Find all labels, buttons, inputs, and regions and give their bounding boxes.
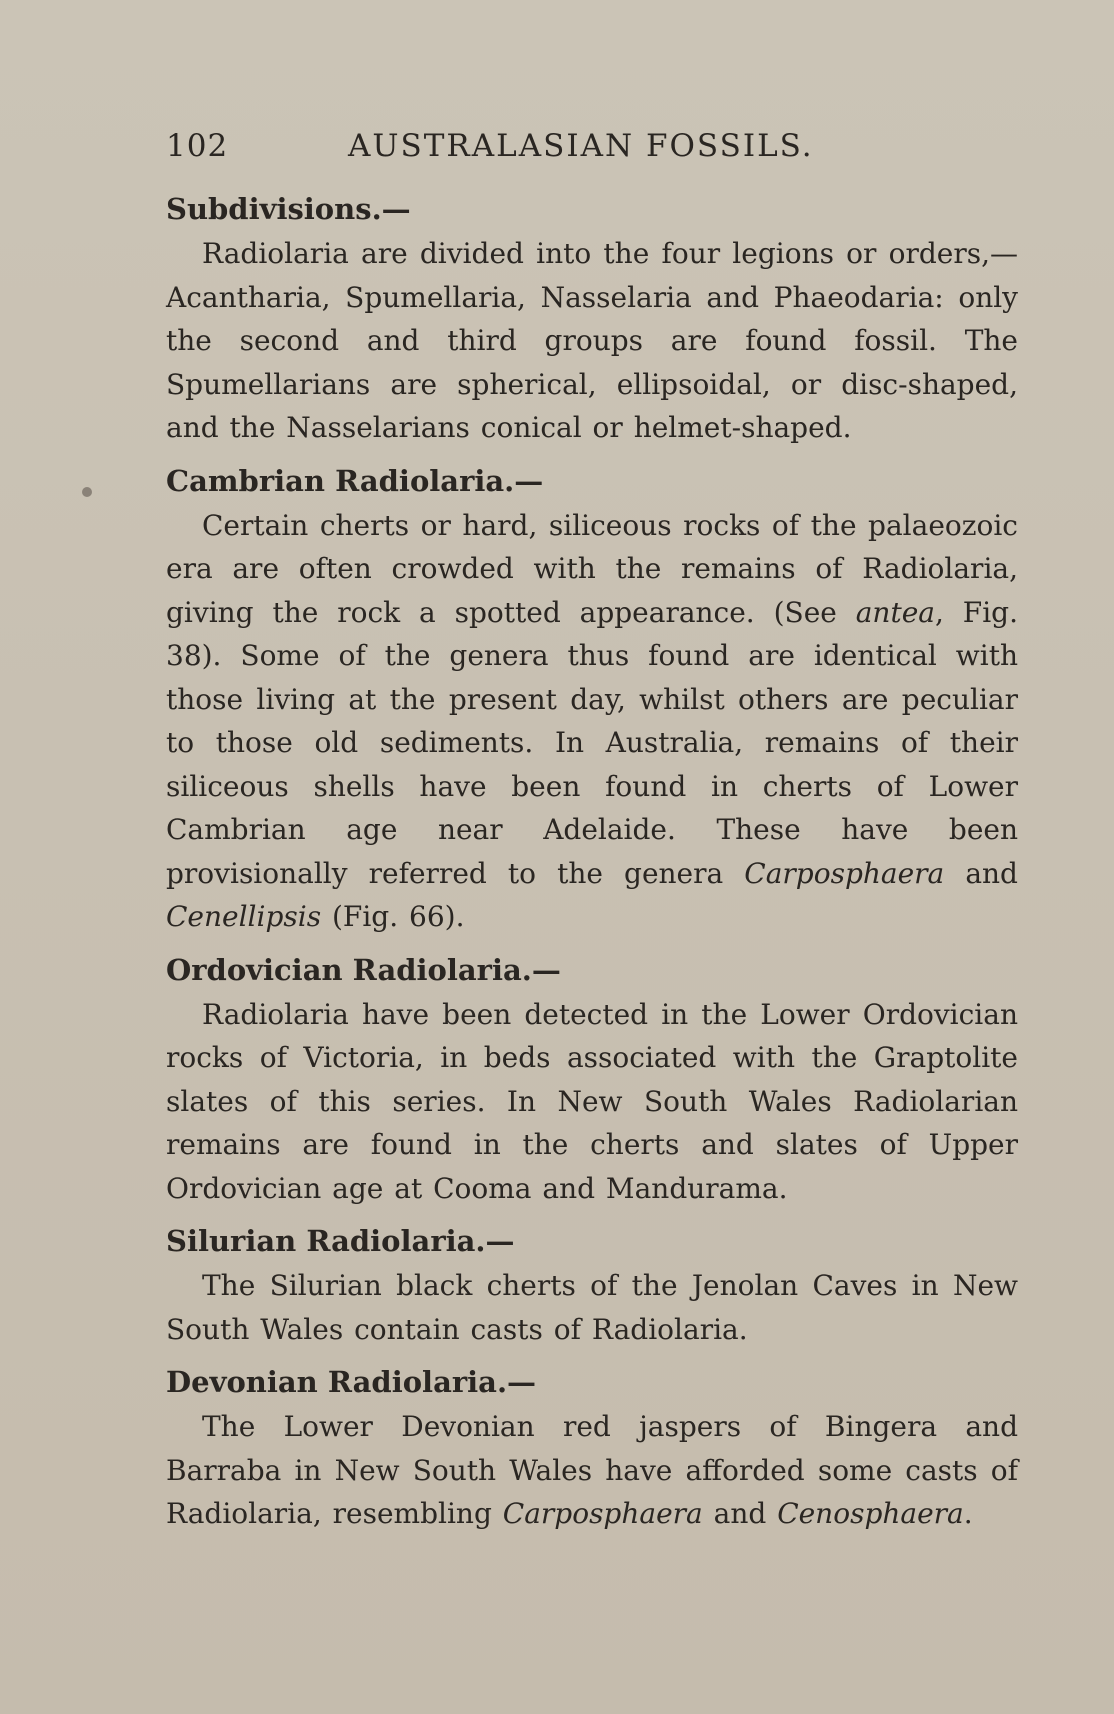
section-heading: Devonian Radiolaria.— xyxy=(166,1365,537,1399)
section-silurian xyxy=(166,1220,1018,1351)
section-ordovician xyxy=(166,949,1018,1211)
paragraph-text: The Silurian black cherts of the Jenolan Caves in New South Wales contain casts of Radiolaria. xyxy=(166,1269,1018,1346)
paragraph-text: Certain cherts or hard, siliceous rocks of the palaeozoic era are often crowded with the remains of Radiolaria, giving the rock a spotted appearance. (See xyxy=(166,508,1018,629)
page-speck xyxy=(82,487,92,497)
section-paragraph xyxy=(166,232,1018,450)
section-heading: Subdivisions.— xyxy=(166,192,411,226)
book-page xyxy=(166,128,1018,1546)
section-heading: Cambrian Radiolaria.— xyxy=(166,463,544,498)
genus-name: Carposphaera xyxy=(744,856,945,890)
page-header xyxy=(166,128,1018,188)
section-heading: Ordovician Radiolaria.— xyxy=(166,952,561,987)
section-paragraph xyxy=(166,1405,1018,1536)
paragraph-text: and xyxy=(944,856,1018,890)
paragraph-text: Radiolaria have been detected in the Lower Ordovician rocks of Victoria, in beds associated with the Graptolite slates of this series. In New South Wales Radiolarian remains are found in the cherts and slates of Upper Ordovician age at Cooma and Mandurama. xyxy=(166,997,1018,1205)
italic-term: antea xyxy=(855,595,935,629)
paragraph-text: and xyxy=(702,1497,778,1530)
running-head: AUSTRALASIAN FOSSILS. xyxy=(348,128,814,164)
paragraph-text: The Lower Devonian red jaspers of Bingera and Barraba in New South Wales have afforded some casts of Radiolaria, resembling xyxy=(166,1410,1018,1530)
genus-name: Cenosphaera xyxy=(777,1497,964,1530)
paragraph-text: , Fig. 38). Some of the genera thus found are identical with those living at the present day, whilst others are peculiar to those old sediments. In Australia, remains of their siliceous shells have been found in cherts of Lower Cambrian age near Adelaide. These have been provisionally referred to the genera xyxy=(166,595,1018,890)
paragraph-text: . xyxy=(963,1497,973,1530)
page-number: 102 xyxy=(166,128,229,164)
section-cambrian xyxy=(166,460,1018,939)
section-paragraph xyxy=(166,504,1018,939)
section-paragraph xyxy=(166,1264,1018,1351)
section-paragraph xyxy=(166,993,1018,1211)
paragraph-text: (Fig. 66). xyxy=(321,900,465,933)
section-heading: Silurian Radiolaria.— xyxy=(166,1224,515,1258)
section-devonian xyxy=(166,1361,1018,1536)
genus-name: Carposphaera xyxy=(502,1497,703,1530)
section-subdivisions xyxy=(166,188,1018,450)
paragraph-text: Radiolaria are divided into the four legions or orders,—Acantharia, Spumellaria, Nasselaria and Phaeodaria: only the second and third groups are found fossil. The Spumellarians are spherical, ellipsoidal, or disc-shaped, and the Nasselarians conical or helmet-shaped. xyxy=(166,237,1018,444)
genus-name: Cenellipsis xyxy=(166,900,322,933)
